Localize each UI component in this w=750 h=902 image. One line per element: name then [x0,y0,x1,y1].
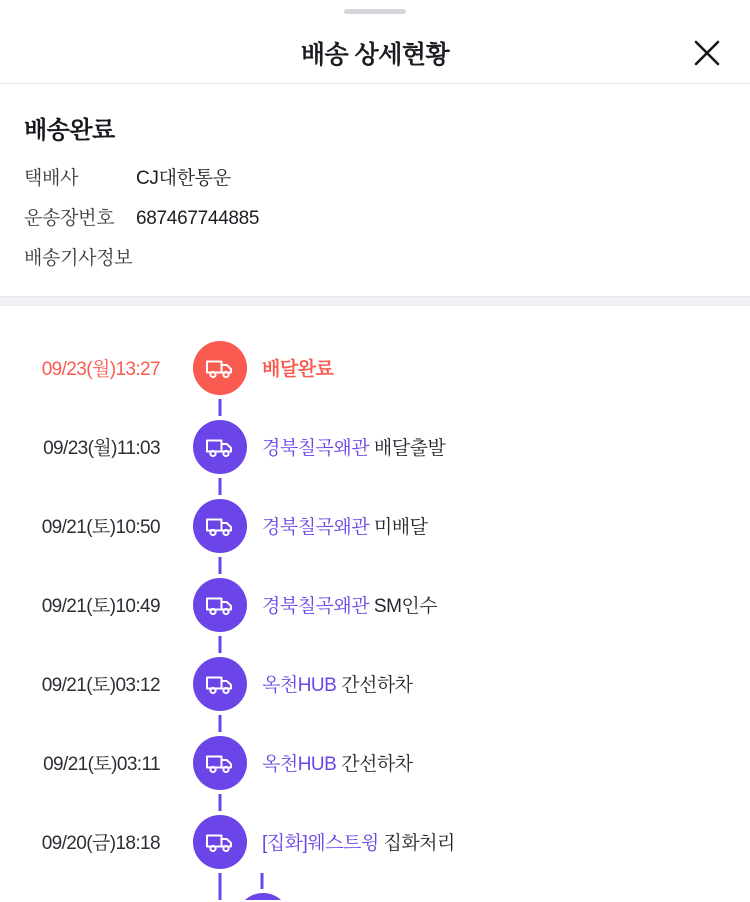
truck-icon [193,578,247,632]
info-row-tracking-number [24,203,726,230]
timeline-label [262,512,427,539]
timeline-place: 옥천HUB [262,675,337,696]
carrier-label: 택배사 [24,168,79,189]
drag-handle[interactable] [344,9,406,14]
timeline-action: 미배달 [373,517,428,538]
timeline-connector [261,873,264,895]
timeline-label [262,433,445,460]
timeline-label [262,749,413,776]
sheet-drag-handle-area[interactable] [0,0,750,22]
timeline-row [0,328,750,407]
driver-info-label: 배송기사정보 [24,248,133,269]
timeline-row-partial [0,881,750,900]
truck-icon [193,341,247,395]
timeline-time: 09/21(토)10:50 [41,517,160,538]
truck-icon [236,893,290,900]
tracking-number-value[interactable]: 687467744885 [136,208,260,229]
page-title: 배송 상세현황 [300,40,450,69]
delivery-summary [0,84,750,296]
timeline-place: 경북칠곡왜관 [262,517,370,538]
timeline-time: 09/21(토)10:49 [41,596,160,617]
close-icon [692,38,722,68]
timeline-action: 배달출발 [373,438,446,459]
timeline-action: 간선하차 [341,675,413,696]
sheet-header [0,22,750,84]
close-button[interactable] [686,32,728,74]
timeline-action: 배달완료 [262,359,334,380]
info-row-carrier [24,163,726,190]
timeline-row [0,723,750,802]
timeline-action: 집화처리 [383,833,455,854]
timeline-node-column [178,407,262,486]
timeline-row [0,565,750,644]
timeline-time: 09/23(월)11:03 [43,438,160,459]
truck-icon [193,736,247,790]
timeline-row [0,407,750,486]
timeline-label [262,828,455,855]
truck-icon [193,420,247,474]
truck-icon [193,815,247,869]
timeline-action: 간선하차 [341,754,413,775]
timeline-time: 09/23(월)13:27 [41,359,160,380]
timeline-node-column [178,486,262,565]
timeline-place: 경북칠곡왜관 [262,438,370,459]
timeline-time: 09/21(토)03:12 [41,675,160,696]
section-divider [0,296,750,306]
timeline-place: 옥천HUB [262,754,337,775]
tracking-number-label: 운송장번호 [24,208,115,229]
timeline-label [262,670,413,697]
timeline-node-column [178,802,262,881]
timeline-place: [집화]웨스트윙 [262,833,379,854]
truck-icon [193,657,247,711]
timeline-node-column [178,565,262,644]
timeline-time: 09/21(토)03:11 [43,754,160,775]
timeline-row [0,486,750,565]
timeline-node-column [178,328,262,407]
truck-icon [193,499,247,553]
timeline-action: SM인수 [373,596,438,617]
timeline-row [0,802,750,881]
timeline-node-column [178,644,262,723]
timeline-label [262,591,437,618]
tracking-timeline[interactable] [0,306,750,900]
timeline-time: 09/20(금)18:18 [41,833,160,854]
carrier-value: CJ대한통운 [136,168,231,189]
timeline-place: 경북칠곡왜관 [262,596,370,617]
delivery-status: 배송완료 [24,117,115,144]
timeline-label [262,354,333,381]
timeline-node-column [178,723,262,802]
info-row-driver-info [24,243,726,270]
timeline-row [0,644,750,723]
